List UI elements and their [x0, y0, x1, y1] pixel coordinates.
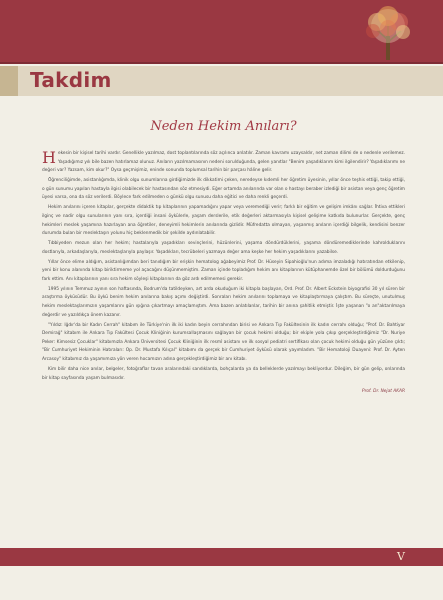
- section-title: Takdim: [30, 68, 112, 92]
- document-body: [42, 118, 405, 538]
- paragraph: Hekesin bir kişisel tarihi vardır. Genellikle yazılmaz, dost toplantılarında söz açılınca anlatılır. Zaman kavramı uzaysaldır, net zaman dilimi de o nedenle verilemez. Yaşadığımız yılı bile bazen hatırlamaz olunuz. Anıların yazılmamasının nedeni sorulduğunda, gelen yanıtlar "Benim yaşadıklarım kimi ilgilendirir? Yaşadıklarımı ne değeri var? Yazsam, kim okur?" Oysa geçmişimiz, eninde sonunda toplumsal tarihin bir parçası hâline gelir.: [42, 148, 405, 174]
- author-signature: Prof. Dr. Nejat AKAR: [362, 389, 405, 395]
- paragraph: "Yıldız: Iğdır'da bir Kadın Cerrah" kitabım ile Türkiye'nin ilk iki kadın beyin cerrahından birisi ve Ankara Tıp Fakültesinin ilk kadın cerrahı olduğu; "Prof. Dr. Bahtiyar Demirağ" kitabım ile Ankara Tıp Fakültesi Çocuk Kliniğinin kurumsallaşmasını sağlayan bir çocuk hekimi olduğu; bir ekiple yola çıkıp gerçekleştirdiğimiz "Dr. Nuriye Peker: Kimsesiz Çocuklar" kitabımızla Ankara Üniversitesi Çocuk Kliniğinin ilk resmî asistanı ve ilk sosyal pediatri sertifikası olan çocuk hekimi olduğu gün yüzüne çıktı; "Bir Cumhuriyet Hekiminin Hatıraları: Op. Dr. Mustafa Kılıçal" kitabımı da gerçek bir Cumhuriyet öyküsü olarak yayımladım. "Bir Hematoloji Duayeni: Prof. Dr. Ayten Arcasoy" kitabımız da yaşamımıza yön veren hocamızın adına gerçekleştirdiğimiz bir anı kitabı.: [42, 322, 405, 362]
- paragraph: Yıllar önce elime aldığım, asistanlığımdan beri tanıdığım bir erişkin hematolog ağabeyimiz Prof. Dr. Hüseyin Sipahioğlu'nun adıma imzaladığı hatıratından etkilenip, yeni bir konu alanında kitap biriktirmeme yol açacağını düşünmemiştim. Zaman içinde topladığım hekim anı kitaplarının kütüphanemde özel bir bölümü doldurduğunu fark ettim. Anı kitaplarının yanı sıra hekim söyleşi kitaplarının da göz ardı edilmemesi gerekir.: [42, 259, 405, 282]
- paragraph: Tıbbiyeden mezun olan her hekim; hastalarıyla yaşadıkları sevinçlerini, hüzünlerini, yaşama döndürdüklerini, yaşama döndüremediklerinde kahrolduklarını dostlarıyla, arkadaşlarıyla, meslektaşlarıyla paylaşır. Yaşadıkları, tecrübeleri yazmaya değer ama keşke her hekim yaşadıklarını yazabilse.: [42, 241, 405, 255]
- tree-icon: [347, 4, 429, 60]
- paragraph: Öğrenciliğimde, asistanlığımda, klinik olgu sunumlarına girdiğimizde ilk dikkatimi çeken, neredeyse kıdemli her öğretim üyesinin, yıllar önce teşhis ettiği, takip ettiği, o gün sunumu yapılan hastayla ilgisi olabilecek bir hastasından söz etmesiydi. Eğer ortamda anılarında var olan o hastayı beraber izlediği bir asistan veya genç öğretim üyesi varsa, ona da söz verilerdi. Böylece fark edilmeden o günkü olgu sunusu daha eğitici ve daha renkli geçerdi.: [42, 178, 405, 201]
- header-band: [0, 0, 443, 64]
- paragraph: Hekim anılarını içeren kitaplar, gerçekte didaktik tıp kitaplarının yapamadığını yapar veya veremediği verir; farklı bir eğitim ve gelişim imkânı sağlar. İhtiva ettikleri ilginç ve nadir olgu sunularının yanı sıra, içerdiği insani öykülerle, yaşam derslerile, etik değerleri aktarmasıyla kişisel gelişime katkıda bulunurlar. Gerçekte, genç hekimleri meslek yaşamına hazırlayan ana öğretiler, deneyimli hekimlerin anılarında gizlidir. Müfredatta olmayan, yaşanmış anıların içerdiği bilgelik, kendisini benzer durumda bulan bir meslektaşın yolunu hiç beklenmedik bir şekilde aydınlatabilir.: [42, 205, 405, 237]
- article-heading: Neden Hekim Anıları?: [150, 119, 297, 134]
- footer-band: [0, 548, 443, 566]
- page-number: V: [397, 550, 405, 563]
- paragraph: 1995 yılının Temmuz ayının son haftasında, Bodrum'da tatildeyken, art arda okuduğum iki kitapla başlayan, Ord. Prof. Dr. Albert Eckstein biyografisi 30 yıl süren bir araştırma öyküsüdür. Bu öykü benim hekim anılarına bakış açımı değiştirdi. Sonraları hekim anılarını toplamaya ve kitaplaştırmaya çalıştım. Bu süreçte, unutulmuş hekim meslektaşlarımızın yaşamlarını gün ışığına çıkartmayı amaçlamıştım. Ama bazen anlatılanlar, tarihin bir anına şahitlik etmiştir. İşte yaşanan "o an"aktarılmaya değerdir ve yazıldıkça önem kazanır.: [42, 286, 405, 318]
- paragraph: Kim bilir daha nice anılar, belgeler, fotoğraflar tavan aralarındaki sandıklarda, bohçalarda ya da belleklerde yazılmayı bekliyordur. Dileğim, bir gün gelip, onlarında bir kitap sayfasında yaşam bulmasıdır.: [42, 366, 405, 381]
- drop-cap: H: [42, 148, 56, 167]
